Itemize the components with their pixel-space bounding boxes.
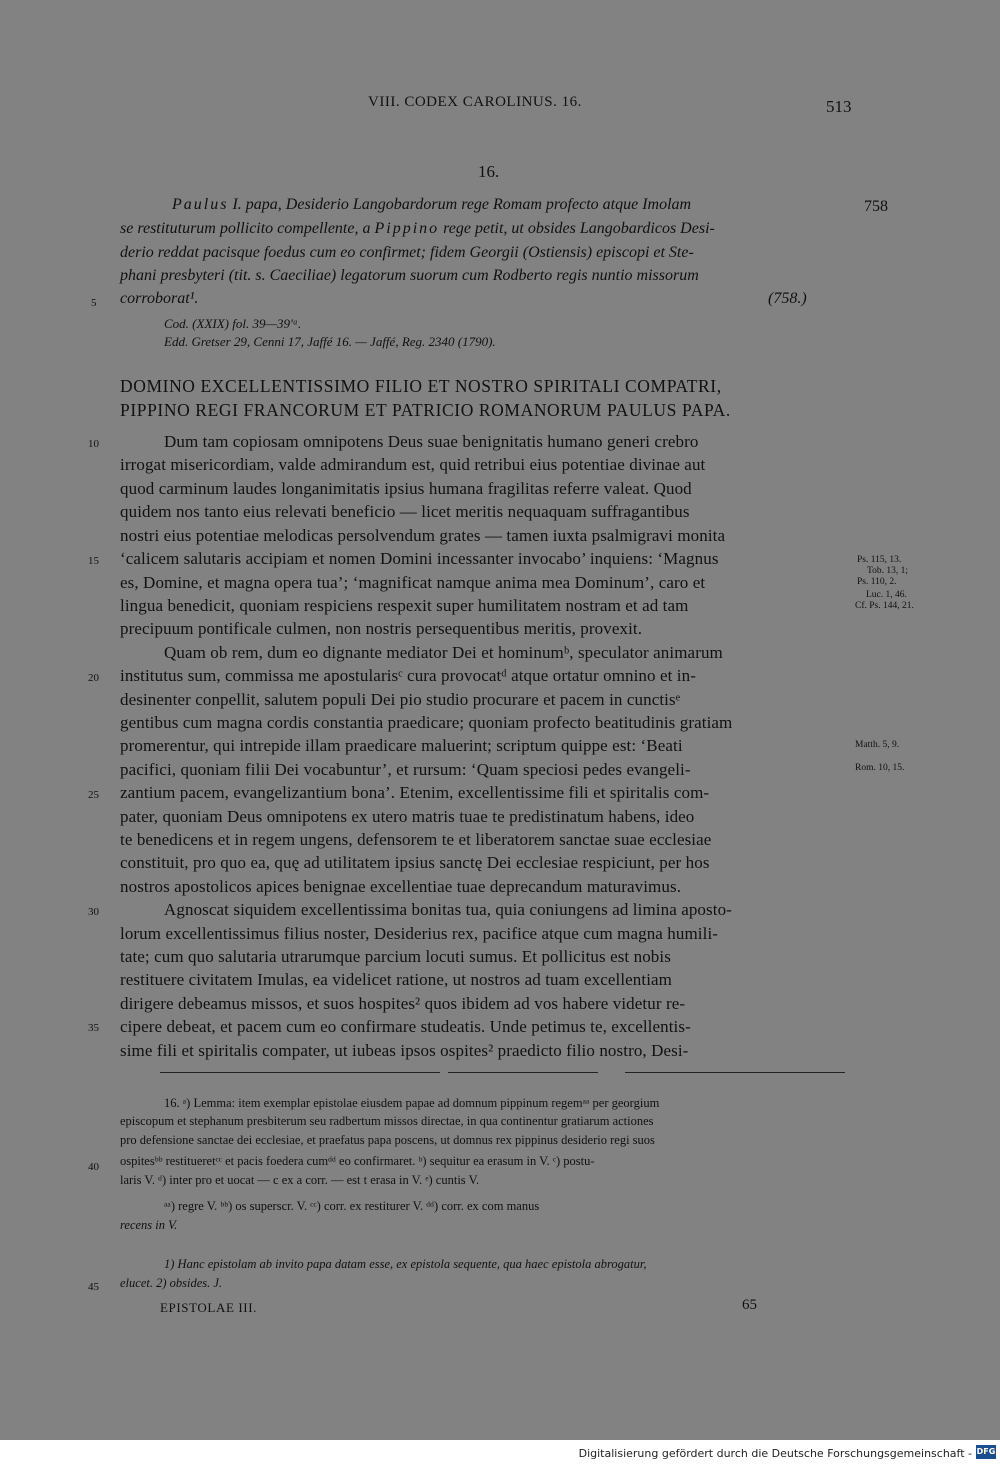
line-number: 25 xyxy=(88,789,99,801)
address-line-1: DOMINO EXCELLENTISSIMO FILIO ET NOSTRO SPIRITALI COMPATRI, xyxy=(120,376,722,396)
letter-number: 16. xyxy=(478,162,500,181)
dfg-logo-icon: DFG xyxy=(976,1445,996,1459)
body-line: promerentur, qui intrepide illam praedicare maluerint; scriptum quippe est: ‘Beati xyxy=(120,736,683,755)
margin-ref: Rom. 10, 15. xyxy=(855,763,905,773)
footnote-line: laris V. ᵈ) inter pro et uocat — c ex a corr. — est t erasa in V. ᵉ) cuntis V. xyxy=(120,1173,480,1187)
line-number: 40 xyxy=(88,1161,99,1173)
footnote-rule xyxy=(160,1072,440,1073)
page-number: 513 xyxy=(826,97,852,116)
date-bracket: (758.) xyxy=(768,290,807,307)
footnote-line: ospitesᵇᵇ restitueretᶜᶜ et pacis foedera cumᵈᵈ eo confirmaret. ᵇ) sequitur ea erasum in V. ᶜ) postu- xyxy=(120,1154,595,1168)
line-number: 30 xyxy=(88,906,99,918)
margin-ref: Cf. Ps. 144, 21. xyxy=(855,601,914,611)
summary-line-4: phani presbyteri (tit. s. Caeciliae) legatorum suorum cum Rodberto regis nuntio missorum xyxy=(120,267,699,284)
body-line: quod carminum laudes longanimitatis ipsius humana fragilitas referre valeat. Quod xyxy=(120,479,692,498)
body-line: precipuum pontificale culmen, non nostris persequentibus meritis, provexit. xyxy=(120,619,643,638)
summary-line-3: derio reddat pacisque foedus cum eo confirmet; fidem Georgii (Ostiensis) episcopi et Ste- xyxy=(120,244,694,261)
body-line: Dum tam copiosam omnipotens Deus suae benignitatis humano generi crebro xyxy=(164,432,699,451)
body-line: tate; cum quo salutaria utrarumque parcium locuti sumus. Et pollicitus est nobis xyxy=(120,947,671,966)
body-line: dirigere debeamus missos, et suos hospites² quos ibidem ad vos habere videtur re- xyxy=(120,994,686,1013)
line-number: 45 xyxy=(88,1281,99,1293)
running-title: VIII. CODEX CAROLINUS. 16. xyxy=(368,94,582,110)
body-line: sime fili et spiritalis compater, ut iubeas ipsos ospites² praedicto filio nostro, Desi- xyxy=(120,1041,689,1060)
line-number: 5 xyxy=(91,297,97,309)
address-line-2: PIPPINO REGI FRANCORUM ET PATRICIO ROMANORUM PAULUS PAPA. xyxy=(120,400,731,420)
editions-ref: Edd. Gretser 29, Cenni 17, Jaffé 16. — Jaffé, Reg. 2340 (1790). xyxy=(164,334,496,349)
body-line: irrogat misericordiam, valde admirandum est, quid retribui eius potentiae divinae aut xyxy=(120,455,706,474)
body-line: lorum excellentissimus filius noster, Desiderius rex, pacifice atque cum magna humili- xyxy=(120,924,719,943)
sheet-number: 65 xyxy=(742,1297,757,1313)
funding-credit: Digitalisierung gefördert durch die Deutsche Forschungsgemeinschaft - xyxy=(578,1447,972,1460)
body-line: quidem nos tanto eius relevati beneficio — licet meritis nequaquam suffragantibus xyxy=(120,502,690,521)
summary-line-2: se restituturum pollicito compellente, a Pippino rege petit, ut obsides Langobardicos Desi- xyxy=(120,220,715,237)
body-line: Agnoscat siquidem excellentissima bonitas tua, quia coniungens ad limina aposto- xyxy=(164,900,732,919)
footnote-line: recens in V. xyxy=(120,1218,178,1232)
codex-ref: Cod. (XXIX) fol. 39—39'ᵃ. xyxy=(164,316,302,331)
body-line: desinenter conpellit, salutem populi Dei pio studio procurare et pacem in cunctisᵉ xyxy=(120,690,681,709)
footnote-line: elucet. 2) obsides. J. xyxy=(120,1276,223,1290)
summary-line-1: Paulus I. papa, Desiderio Langobardorum rege Romam profecto atque Imolam xyxy=(172,196,692,213)
body-line: pater, quoniam Deus omnipotens ex utero matris tuae te predistinatum habens, ideo xyxy=(120,807,695,826)
line-number: 35 xyxy=(88,1022,99,1034)
line-number: 15 xyxy=(88,555,99,567)
footnote-rule xyxy=(625,1072,845,1073)
footnote-line: 1) Hanc epistolam ab invito papa datam esse, ex epistola sequente, qua haec epistola abrogatur, xyxy=(164,1257,647,1271)
date-margin: 758 xyxy=(864,198,888,215)
body-line: gentibus cum magna cordis constantia praedicare; quoniam profecto beatitudinis gratiam xyxy=(120,713,733,732)
body-line: constituit, pro quo ea, quę ad utilitatem ipsius sanctę Dei ecclesiae respiciunt, per hos xyxy=(120,853,710,872)
body-line: nostri eius potentiae melodicas persolvendum grates — tamen iuxta psalmigravi monita xyxy=(120,526,726,545)
line-number: 20 xyxy=(88,672,99,684)
footnote-line: ᵃᵃ) regre V. ᵇᵇ) os superscr. V. ᶜᶜ) corr. ex restiturer V. ᵈᵈ) corr. ex com manus xyxy=(164,1199,540,1213)
body-line: institutus sum, commissa me apostularisᶜ cura provocatᵈ atque ortatur omnino et in- xyxy=(120,666,696,685)
body-line: zantium pacem, evangelizantium bona’. Etenim, excellentissime fili et spiritalis com- xyxy=(120,783,710,802)
footnote-rule xyxy=(448,1072,598,1073)
body-line: Quam ob rem, dum eo dignante mediator Dei et hominumᵇ, speculator animarum xyxy=(164,643,723,662)
sheet-signature: EPISTOLAE III. xyxy=(160,1300,257,1315)
margin-ref: Luc. 1, 46. xyxy=(866,590,907,600)
margin-ref: Tob. 13, 1; xyxy=(867,566,909,576)
body-line: ‘calicem salutaris accipiam et nomen Domini incessanter invocabo’ inquiens: ‘Magnus xyxy=(120,549,719,568)
body-line: restituere civitatem Imulas, ea videlicet ratione, ut nostros ad tuam excellentiam xyxy=(120,970,672,989)
summary-line-5: corroborat¹. xyxy=(120,290,199,307)
body-line: lingua benedicit, quoniam respiciens respexit super humilitatem nostram et ad tam xyxy=(120,596,689,615)
body-line: es, Domine, et magna opera tua’; ‘magnificat namque anima mea Dominum’, caro et xyxy=(120,573,706,592)
body-line: cipere debeat, et pacem cum eo confirmare studeatis. Unde petimus te, excellentis- xyxy=(120,1017,691,1036)
footnote-line: pro defensione sanctae dei ecclesiae, et praefatus papa poscens, ut domnus rex pippinus desiderio regi suos xyxy=(120,1133,655,1147)
body-line: te benedicens et in regem ungens, defensorem te et liberatorem sanctae suae ecclesiae xyxy=(120,830,712,849)
body-line: pacifici, quoniam filii Dei vocabuntur’, et rursum: ‘Quam speciosi pedes evangeli- xyxy=(120,760,691,779)
line-number: 10 xyxy=(88,438,99,450)
margin-ref: Matth. 5, 9. xyxy=(855,740,900,750)
footnote-line: 16. ᵃ) Lemma: item exemplar epistolae eiusdem papae ad domnum pippinum regemᵃᵃ per georgium xyxy=(164,1096,660,1110)
margin-ref: Ps. 110, 2. xyxy=(857,577,897,587)
margin-ref: Ps. 115, 13. xyxy=(857,555,902,565)
footnote-line: episcopum et stephanum presbiterum seu radbertum missos directae, in qua continentur gratiarum actiones xyxy=(120,1114,654,1128)
body-line: nostros apostolicos apices benignae excellentiae tuae deprecandum maturavimus. xyxy=(120,877,682,896)
